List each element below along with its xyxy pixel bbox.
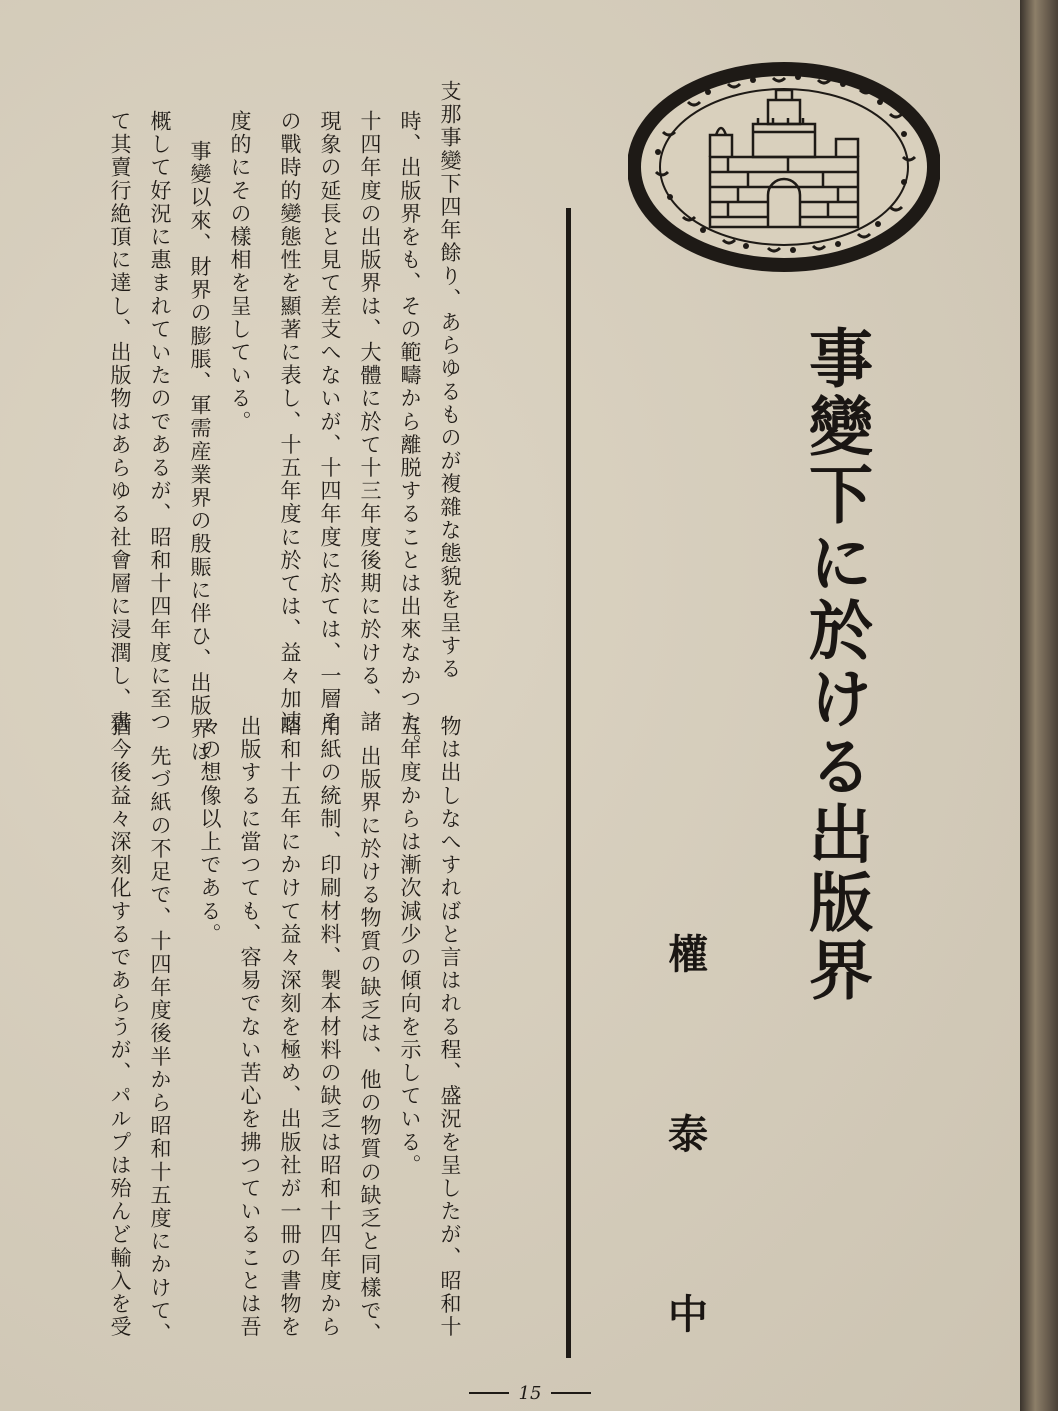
text-column: 出版するに當つても、容易でない苦心を拂つていることは吾: [238, 715, 262, 1339]
text-column: 現象の延長と見て差支へないが、十四年度に於ては、一層そ: [318, 110, 342, 734]
page-number: [450, 1382, 610, 1404]
text-column: 物は出しなへすればと言はれる程、盛況を呈したが、昭和十: [438, 715, 462, 1339]
author-char: 泰: [668, 1111, 708, 1158]
author-char: 權: [668, 931, 708, 978]
text-column: 支那事變下四年餘り、あらゆるものが複雜な態貌を呈する: [438, 80, 462, 681]
text-column: 猶今後益々深刻化するであらうが、パルプは殆んど輸入を受: [108, 715, 132, 1339]
page-number-text: 15: [518, 1382, 542, 1404]
text-column: 五年度からは漸次減少の傾向を示している。: [398, 715, 422, 1177]
text-column: 時、出版界をも、その範疇から離脱することは出來なかつた。: [398, 110, 422, 757]
text-column: て其賣行絶頂に達し、出版物はあらゆる社會層に浸潤し、書: [108, 110, 132, 734]
article-title: 事變下に於ける出版界: [798, 325, 873, 1005]
page-number-dash: [469, 1392, 509, 1394]
author-char: 中: [668, 1291, 708, 1338]
book-spine-edge: [1020, 0, 1058, 1411]
text-column: 先づ紙の不足で、十四年度後半から昭和十五度にかけて、: [148, 745, 172, 1346]
text-column: の戰時的變態性を顯著に表し、十五年度に於ては、益々加速: [278, 110, 302, 734]
page-number-dash: [551, 1392, 591, 1394]
text-column: 用紙の統制、印刷材料、製本材料の缺乏は昭和十四年度から: [318, 715, 342, 1339]
text-column: 概して好況に惠まれていたのであるが、昭和十四年度に至つ: [148, 110, 172, 734]
column-divider: [566, 208, 571, 1358]
author-name: [658, 931, 718, 1338]
text-column: 十四年度の出版界は、大體に於て十三年度後期に於ける、諸: [358, 110, 382, 734]
castle-gate-emblem: [628, 62, 940, 272]
text-column: 々の想像以上である。: [198, 715, 222, 946]
text-column: 昭和十五年にかけて益々深刻を極め、出版社が一冊の書物を: [278, 715, 302, 1339]
text-column: 出版界に於ける物質の缺乏は、他の物質の缺乏と同樣で、: [358, 745, 382, 1346]
text-column: 度的にその樣相を呈している。: [228, 110, 252, 434]
text-column: 事變以來、財界の膨脹、軍需産業界の殷賑に伴ひ、出版界は: [188, 140, 212, 764]
